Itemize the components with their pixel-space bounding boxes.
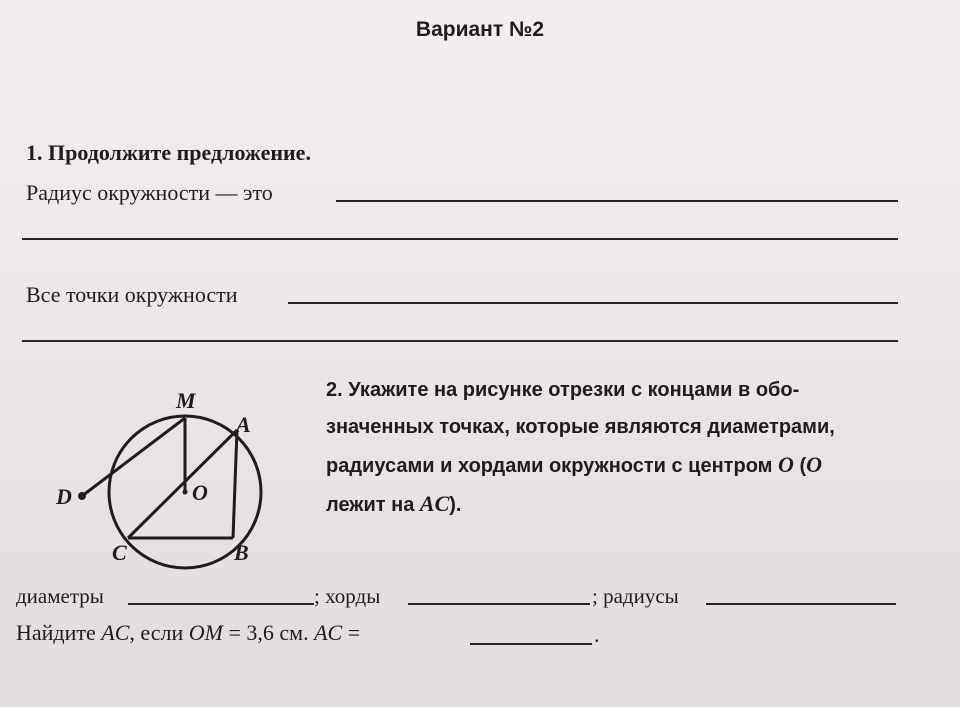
answer-line-radii[interactable] <box>706 603 896 605</box>
task2-o-letter: O <box>806 452 823 477</box>
task1-number: 1. <box>26 140 43 165</box>
find-eq2: = <box>347 620 361 645</box>
answer-line-ac[interactable] <box>470 643 592 645</box>
task1-heading-text: Продолжите предложение. <box>48 140 311 165</box>
task2-text-line3-tail: ( <box>799 455 807 477</box>
find-eq: = 3,6 см. <box>228 620 309 645</box>
find-mid: , если <box>129 620 184 645</box>
task2-text-line4: лежит на <box>326 494 415 516</box>
task2-line-2: значенных точках, которые являются диаметрами, <box>326 416 835 438</box>
segment-AB <box>233 430 237 538</box>
task2-ac-letters: AC <box>419 491 450 516</box>
answer-line-radius-2[interactable] <box>22 238 898 240</box>
circle-points-label: Все точки окружности <box>26 282 238 307</box>
label-D: D <box>56 484 72 509</box>
label-C: C <box>112 540 127 565</box>
radius-definition-label: Радиус окружности — это <box>26 180 273 205</box>
answer-line-diameters[interactable] <box>128 603 314 605</box>
task1-heading <box>26 140 311 166</box>
chords-label: ; хорды <box>314 584 381 608</box>
point-D <box>78 492 86 500</box>
answer-line-chords[interactable] <box>408 603 590 605</box>
task2-number: 2. <box>326 379 343 401</box>
radii-label: ; радиусы <box>592 584 679 608</box>
task2-line-4 <box>326 485 906 524</box>
page-title: Вариант №2 <box>415 18 545 41</box>
find-ac2: AC <box>314 620 343 645</box>
label-M: M <box>176 388 196 413</box>
label-A: A <box>236 412 251 437</box>
answer-line-radius-1[interactable] <box>336 200 898 202</box>
find-prefix: Найдите <box>16 620 96 645</box>
segment-CA <box>128 430 237 538</box>
task2-text-line3: радиусами и хордами окружности с центром <box>326 455 773 477</box>
segment-DM <box>82 418 185 496</box>
task2-text-line4-end: ). <box>449 494 462 516</box>
find-end: . <box>594 622 600 647</box>
task2-text-line1: Укажите на рисунке отрезки с концами в обо- <box>348 379 800 401</box>
label-O: O <box>192 480 208 505</box>
find-om: OM <box>188 620 223 645</box>
point-O <box>183 490 188 495</box>
circle-figure <box>40 380 340 590</box>
find-ac-question <box>16 620 360 646</box>
answer-line-points-1[interactable] <box>288 302 898 304</box>
task2-center-letter: O <box>778 452 794 477</box>
task2-text <box>326 372 906 524</box>
diameters-label: диаметры <box>16 584 104 608</box>
answer-line-points-2[interactable] <box>22 340 898 342</box>
task2-line-1 <box>326 372 906 409</box>
find-ac: AC <box>101 620 130 645</box>
task2-line-3 <box>326 446 906 485</box>
label-B: B <box>234 540 249 565</box>
